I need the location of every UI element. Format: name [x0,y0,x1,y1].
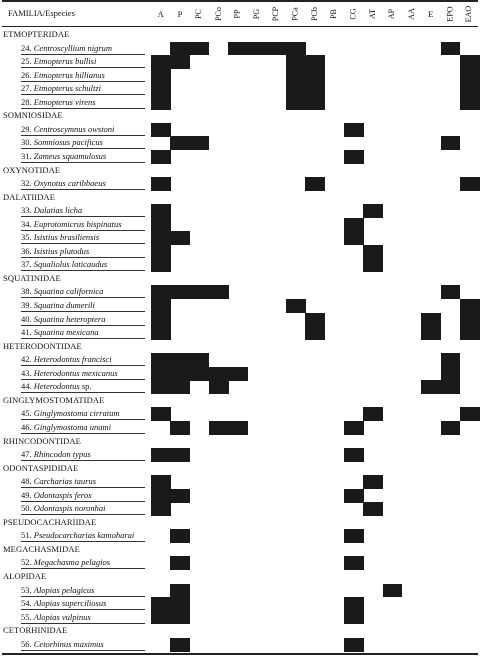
column-header-a: A [157,9,164,19]
species-name: Alopias pelagicus [33,584,95,595]
species-number: 32. [21,178,32,189]
family-label: ALOPIDAE [3,571,47,581]
species-name: Etmopterus bullisi [33,56,97,67]
species-number: 46. [21,421,32,432]
family-label: SQUATINIDAE [3,272,61,283]
top-rule [2,0,478,2]
species-row [21,598,147,609]
presence-cell-a [151,489,171,503]
species-underline [21,297,145,298]
column-header-p: P [177,9,183,19]
presence-cell-eao [460,299,480,313]
species-name: Carcharias taurus [33,476,97,487]
presence-cell-p [170,380,190,394]
species-number: 30. [21,137,32,148]
species-row [21,314,147,325]
species-underline [21,311,145,312]
species-underline [21,257,145,258]
species-name: Rhincodon typus [33,449,91,460]
species-name: Squaliolus laticaudus [33,259,108,270]
species-underline [21,609,145,610]
species-number: 40. [21,313,32,324]
presence-cell-a [151,55,171,69]
species-row [21,232,147,243]
species-row [21,557,147,568]
presence-cell-pc [190,367,210,381]
presence-cell-a [151,597,171,611]
presence-cell-p [170,489,190,503]
presence-cell-a [151,353,171,367]
presence-cell-pco [209,285,229,299]
presence-cell-eao [460,326,480,340]
presence-cell-e [421,380,441,394]
presence-cell-p [170,353,190,367]
species-underline [21,596,145,597]
presence-cell-epo [441,421,461,435]
species-name: Heterodontus [33,381,80,392]
species-row [21,476,147,487]
presence-cell-cg [344,150,364,164]
family-label: DALATIIDAE [3,191,55,202]
species-name: Squatina californica [33,286,104,297]
column-header-cg: CG [348,8,358,20]
family-label: HETERODONTIDAE [3,340,82,351]
species-row [21,151,147,162]
species-number: 47. [21,449,32,460]
column-header-ap: AP [387,8,397,20]
species-number: 50. [21,503,32,514]
presence-cell-a [151,231,171,245]
species-name: Zameus squamulosus [33,150,107,161]
presence-cell-a [151,475,171,489]
species-number: 43. [21,367,32,378]
species-number: 42. [21,354,32,365]
presence-cell-eao [460,82,480,96]
species-underline [21,94,145,95]
species-row [21,300,147,311]
presence-cell-cg [344,123,364,137]
presence-cell-pca [286,69,306,83]
column-header-epo: EPO [445,6,455,22]
family-label: PSEUDOCACHARIIDAE [3,516,97,527]
species-number: 54. [21,598,32,609]
species-name: Squatina dumerili [33,300,95,310]
species-number: 48. [21,476,32,487]
family-label: CETORHINIDAE [3,625,68,636]
presence-cell-at [363,258,383,272]
species-underline [21,189,145,190]
presence-cell-a [151,380,171,394]
species-row [21,70,147,81]
presence-cell-a [151,245,171,259]
presence-cell-a [151,326,171,340]
species-row [21,56,147,67]
presence-cell-ap [383,584,403,598]
presence-cell-p [170,448,190,462]
presence-cell-eao [460,313,480,327]
presence-cell-epo [441,353,461,367]
presence-cell-eao [460,96,480,110]
presence-cell-pc [190,353,210,367]
presence-cell-cg [344,556,364,570]
presence-cell-a [151,448,171,462]
species-underline [21,487,145,488]
species-name: Odontaspis ferox [33,489,92,500]
presence-cell-a [151,407,171,421]
presence-cell-a [151,285,171,299]
species-row [21,43,147,54]
species-number: 34. [21,218,32,229]
presence-cell-pca [286,55,306,69]
presence-cell-p [170,285,190,299]
species-underline [21,216,145,217]
species-row [21,381,147,392]
species-underline [21,230,145,231]
presence-cell-p [170,42,190,56]
species-number: 53. [21,584,32,595]
presence-cell-pp [228,367,248,381]
species-number: 49. [21,489,32,500]
species-name: Alopias vulpinus [33,611,91,622]
species-name: Ginglymostoma unami [33,421,111,432]
presence-cell-cg [344,218,364,232]
species-number: 55. [21,611,32,622]
presence-cell-eao [460,177,480,191]
presence-cell-a [151,150,171,164]
family-label: ODONTASPIDIDAE [3,462,79,473]
presence-cell-a [151,313,171,327]
presence-cell-epo [441,285,461,299]
presence-cell-pp [228,421,248,435]
species-row [21,137,147,148]
presence-cell-a [151,96,171,110]
species-number: 56. [21,638,32,649]
presence-cell-p [170,529,190,543]
species-underline [21,392,145,393]
column-header-pcp: PCP [271,6,281,22]
presence-cell-at [363,204,383,218]
presence-cell-a [151,218,171,232]
column-header-pb: PB [329,9,339,19]
species-number: 25. [21,56,32,67]
presence-cell-pc [190,136,210,150]
species-underline [21,243,145,244]
species-name: Pseudocarcharias kamoharai [33,530,135,541]
species-number: 33. [21,205,32,216]
presence-cell-pcb [305,55,325,69]
presence-cell-eao [460,407,480,421]
presence-cell-pco [209,367,229,381]
presence-cell-pc [190,42,210,56]
species-row [21,530,147,541]
family-label: OXYNOTIDAE [3,164,61,175]
species-row [21,449,147,460]
presence-cell-cg [344,489,364,503]
family-label: GINGLYMOSTOMATIDAE [3,394,105,405]
presence-cell-pcb [305,96,325,110]
species-name: Cetorhinus maximus [33,638,104,649]
species-underline [21,325,145,326]
species-number: 29. [21,123,32,134]
presence-cell-p [170,584,190,598]
column-header-at: AT [367,9,377,19]
presence-cell-pca [286,299,306,313]
species-underline [21,338,145,339]
presence-cell-a [151,299,171,313]
presence-cell-cg [344,611,364,625]
species-row [21,612,147,623]
column-header-eao: EAO [464,5,474,23]
species-row [21,83,147,94]
presence-cell-pco [209,380,229,394]
species-underline [21,501,145,502]
species-name: Alopias superciliosus [33,598,107,609]
species-underline [21,568,145,569]
species-underline [21,433,145,434]
species-number: 36. [21,245,32,256]
presence-cell-p [170,136,190,150]
presence-cell-eao [460,69,480,83]
species-underline [21,67,145,68]
species-name: Heterodontus francisci [33,354,112,365]
species-name: Euprotomicrus bispinatus [33,218,122,229]
species-underline [21,514,145,515]
species-name: Centroscymnus owstoni [33,123,115,134]
species-row [21,259,147,270]
presence-cell-a [151,123,171,137]
species-row [21,327,147,338]
column-header-e: E [428,9,434,19]
presence-cell-a [151,204,171,218]
species-row [21,503,147,514]
species-number: 39. [21,300,32,310]
presence-cell-pc [190,285,210,299]
presence-cell-p [170,421,190,435]
species-row [21,178,147,189]
presence-cell-a [151,82,171,96]
presence-cell-a [151,177,171,191]
presence-cell-at [363,502,383,516]
species-number: 27. [21,83,32,94]
species-row [21,408,147,419]
header-rule [2,26,478,27]
family-label: ETMOPTERIDAE [3,29,70,39]
family-label: MEGACHASMIDAE [3,543,80,554]
presence-cell-eao [460,55,480,69]
species-name: Squatina mexicana [33,327,99,338]
species-number: 41. [21,327,32,338]
species-number: 26. [21,69,32,80]
family-label: RHINCODONTIDAE [3,435,81,446]
presence-cell-pcb [305,326,325,340]
species-underline [21,460,145,461]
presence-cell-epo [441,42,461,56]
species-name: Oxynotus caribbaeus [33,178,106,189]
presence-cell-p [170,597,190,611]
presence-cell-a [151,258,171,272]
presence-cell-p [170,638,190,652]
species-name: Squatina heteroptera [33,313,106,324]
species-underline [21,148,145,149]
species-name: Heterodontus mexicanus [33,367,118,378]
column-header-aa: AA [406,8,416,20]
column-header-pcb: PCb [310,7,320,21]
column-header-pg: PG [252,8,262,20]
presence-cell-e [421,326,441,340]
column-header-pca: PCa [290,7,300,21]
presence-cell-at [363,245,383,259]
species-row [21,97,147,108]
species-suffix: sp. [79,381,92,392]
species-name: Megachasma pelagios [33,557,111,568]
presence-cell-epo [441,136,461,150]
species-name: Etmopterus hillianus [33,69,105,80]
family-species-header: FAMILIA/Especies [8,8,75,18]
species-underline [21,650,145,651]
species-row [21,422,147,433]
presence-cell-pp [228,42,248,56]
presence-cell-pcp [267,42,287,56]
species-row [21,490,147,501]
column-header-pco: PCo [213,7,223,21]
presence-cell-pcb [305,69,325,83]
presence-cell-a [151,367,171,381]
species-underline [21,379,145,380]
species-row [21,286,147,297]
presence-cell-pcb [305,313,325,327]
species-name: Ginglymostoma cirratum [33,408,120,419]
species-number: 51. [21,530,32,541]
species-row [21,246,147,257]
species-name: Etmopterus schultzi [33,83,102,94]
species-row [21,219,147,230]
presence-cell-pca [286,82,306,96]
presence-cell-p [170,367,190,381]
presence-cell-at [363,475,383,489]
presence-cell-cg [344,448,364,462]
species-underline [21,135,145,136]
bottom-rule [2,653,478,655]
family-label: SOMNIOSIDAE [3,110,63,121]
presence-cell-p [170,231,190,245]
presence-cell-pca [286,42,306,56]
presence-cell-at [363,407,383,421]
species-number: 31. [21,150,32,161]
presence-cell-p [170,611,190,625]
species-name: Isistius brasiliensis [33,232,100,243]
presence-cell-cg [344,597,364,611]
species-number: 45. [21,408,32,419]
species-number: 28. [21,96,32,107]
species-underline [21,108,145,109]
presence-cell-a [151,502,171,516]
species-name: Etmopterus virens [33,96,96,107]
presence-cell-cg [344,638,364,652]
presence-cell-pca [286,96,306,110]
species-row [21,124,147,135]
presence-cell-a [151,69,171,83]
species-number: 35. [21,232,32,243]
species-row [21,368,147,379]
presence-cell-pco [209,421,229,435]
column-header-pc: PC [194,9,204,19]
species-name: Dalatias licha [33,205,83,216]
species-underline [21,419,145,420]
presence-cell-p [170,55,190,69]
species-underline [21,162,145,163]
species-number: 37. [21,259,32,270]
species-underline [21,541,145,542]
species-underline [21,270,145,271]
presence-cell-pcb [305,82,325,96]
species-name: Centroscyllium nigrum [33,42,113,53]
species-underline [21,54,145,55]
species-number: 52. [21,557,32,568]
species-name: Isistius plutodus [33,245,90,256]
presence-cell-epo [441,367,461,381]
presence-cell-cg [344,421,364,435]
species-underline [21,81,145,82]
species-row [21,205,147,216]
species-number: 24. [21,42,32,53]
species-number: 44. [21,381,32,392]
species-underline [21,623,145,624]
presence-cell-e [421,313,441,327]
presence-cell-pg [248,42,268,56]
presence-cell-p [170,556,190,570]
presence-cell-epo [441,380,461,394]
species-name: Odontaspis noronhai [33,503,106,514]
species-row [21,354,147,365]
presence-cell-cg [344,231,364,245]
species-number: 38. [21,286,32,297]
species-name: Somniosus pacificus [33,137,103,148]
species-underline [21,365,145,366]
presence-cell-cg [344,529,364,543]
species-row [21,585,147,596]
presence-cell-pcb [305,177,325,191]
column-header-pp: PP [232,9,242,19]
presence-cell-a [151,611,171,625]
species-row [21,639,147,650]
